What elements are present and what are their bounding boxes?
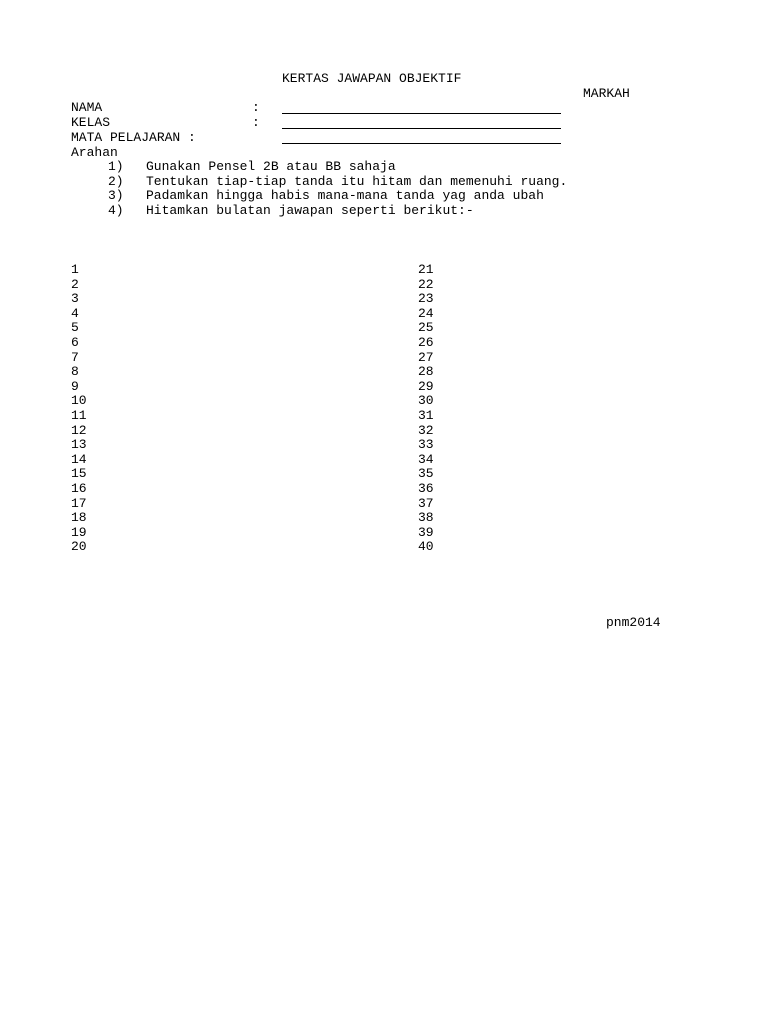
answer-number-left: 4	[71, 305, 79, 321]
field-label-kelas: KELAS	[71, 115, 111, 130]
answer-number-right: 22	[418, 276, 434, 292]
answer-number-left: 10	[71, 393, 87, 409]
kelas-answer-line[interactable]	[282, 128, 561, 129]
page-title: KERTAS JAWAPAN OBJEKTIF	[282, 71, 462, 86]
answer-number-left: 19	[71, 524, 87, 540]
field-colon-nama: :	[252, 100, 260, 115]
answer-number-right: 28	[418, 364, 434, 380]
answer-number-right: 31	[418, 407, 434, 423]
footer-code: pnm2014	[606, 615, 661, 630]
instruction-text: Gunakan Pensel 2B atau BB sahaja	[146, 159, 396, 174]
answer-number-left: 11	[71, 407, 87, 423]
answer-number-right: 36	[418, 480, 434, 496]
answer-column-right	[418, 263, 434, 555]
answer-number-left: 8	[71, 364, 79, 380]
answer-number-left: 3	[71, 291, 79, 307]
answer-number-left: 1	[71, 262, 79, 277]
answer-number-right: 30	[418, 393, 434, 409]
instruction-item	[108, 204, 474, 219]
instruction-text: Hitamkan bulatan jawapan seperti berikut:-	[146, 203, 474, 218]
answer-number-left: 7	[71, 349, 79, 365]
answer-number-left: 5	[71, 320, 79, 336]
answer-number-left: 2	[71, 276, 79, 292]
answer-column-left	[71, 263, 87, 555]
instruction-text: Padamkan hingga habis mana-mana tanda yag anda ubah	[146, 188, 544, 203]
answer-number-left: 13	[71, 437, 87, 453]
answer-number-right: 21	[418, 262, 434, 277]
answer-number-right: 29	[418, 378, 434, 394]
field-label-nama: NAMA	[71, 100, 103, 115]
answer-number-right: 37	[418, 495, 434, 511]
answer-number-right: 35	[418, 466, 434, 482]
answer-number-right: 25	[418, 320, 434, 336]
mata-pelajaran-answer-line[interactable]	[282, 143, 561, 144]
answer-number-right: 33	[418, 437, 434, 453]
field-label-mata-pelajaran: MATA PELAJARAN :	[71, 130, 196, 145]
answer-number-left: 15	[71, 466, 87, 482]
answer-number-left: 16	[71, 480, 87, 496]
instruction-number: 2)	[108, 174, 124, 189]
answer-number-left: 14	[71, 451, 87, 467]
answer-number-right: 24	[418, 305, 434, 321]
answer-number-left: 20	[71, 539, 87, 555]
answer-number-left: 6	[71, 334, 79, 350]
instruction-item	[108, 160, 396, 175]
answer-number-right: 27	[418, 349, 434, 365]
answer-number-right: 38	[418, 510, 434, 526]
markah-label: MARKAH	[583, 86, 630, 101]
answer-number-left: 12	[71, 422, 87, 438]
instructions-heading: Arahan	[71, 145, 118, 160]
instruction-item	[108, 189, 544, 204]
answer-number-right: 26	[418, 334, 434, 350]
field-colon-kelas: :	[252, 115, 260, 130]
answer-number-left: 17	[71, 495, 87, 511]
answer-number-left: 18	[71, 510, 87, 526]
instruction-number: 1)	[108, 159, 124, 174]
nama-answer-line[interactable]	[282, 113, 561, 114]
instruction-number: 3)	[108, 188, 124, 203]
answer-number-right: 34	[418, 451, 434, 467]
answer-number-right: 40	[418, 539, 434, 555]
answer-number-right: 23	[418, 291, 434, 307]
instruction-text: Tentukan tiap-tiap tanda itu hitam dan memenuhi ruang.	[146, 174, 568, 189]
answer-number-right: 32	[418, 422, 434, 438]
instruction-number: 4)	[108, 203, 124, 218]
answer-number-left: 9	[71, 378, 79, 394]
answer-number-right: 39	[418, 524, 434, 540]
